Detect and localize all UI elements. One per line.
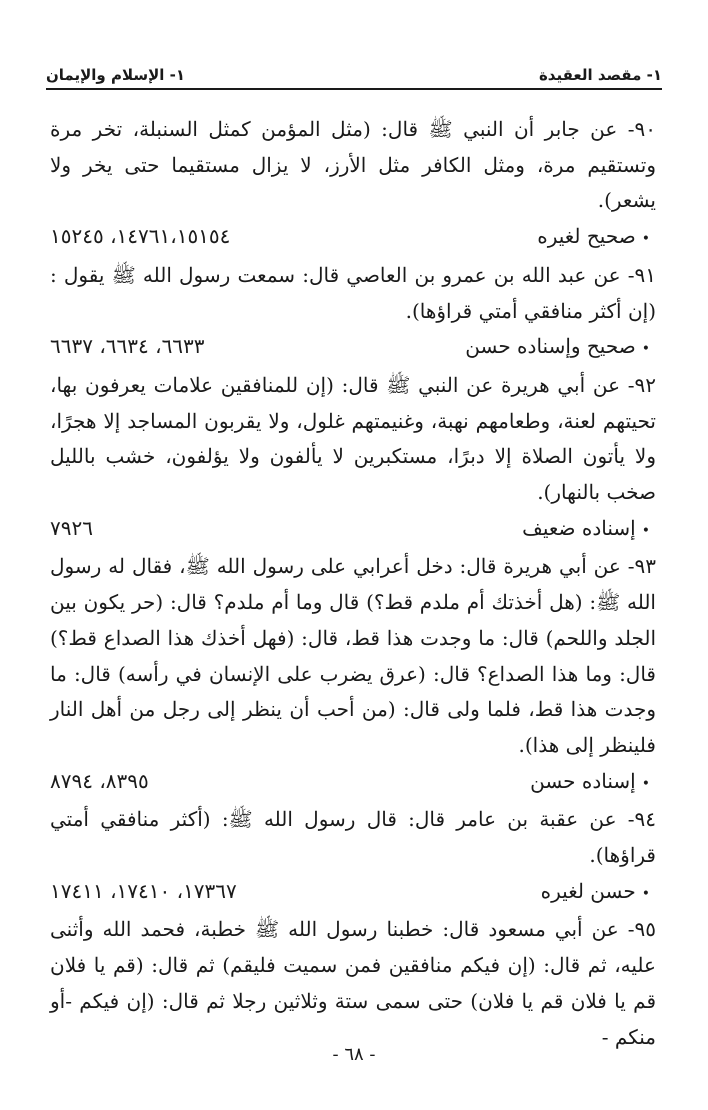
hadith-references: ٨٣٩٥، ٨٧٩٤ — [50, 768, 149, 793]
header-divider — [46, 88, 662, 90]
page-number: - ٦٨ - — [332, 1044, 376, 1065]
bullet-icon: • — [641, 775, 650, 792]
hadith-95-text: ٩٥- عن أبي مسعود قال: خطبنا رسول الله ﷺ خطبة، فحمد الله وأثنى عليه، ثم قال: (إن فيكم منافقين فمن سميت فليقم) ثم قال: (قم يا فلان قم يا فلان قم يا فلان) حتى سمى ستة وثلاثين رجلا ثم قال: (إن فيكم -أو منكم - — [50, 917, 656, 1049]
hadith-93-text: ٩٣- عن أبي هريرة قال: دخل أعرابي على رسول الله ﷺ، فقال له رسول الله ﷺ: (هل أخذتك أم ملدم قط؟) قال وما أم ملدم؟ قال: (حر يكون بين الجلد واللحم) قال: ما وجدت هذا قط، قال: (فهل أخذك هذا الصداع قط؟) قال: وما هذا الصداع؟ قال: (عرق يضرب على الإنسان في رأسه) قال: ما وجدت هذا قط، فلما ولى قال: (من أحب أن ينظر إلى رجل من أهل النار فلينظر إلى هذا). — [50, 554, 656, 757]
hadith-92-grading — [50, 511, 656, 550]
chapter-title: ١- مقصد العقيدة — [538, 66, 662, 84]
hadith-grade: صحيح لغيره — [537, 224, 636, 249]
running-header — [46, 58, 662, 84]
hadith-references: ١٤٧٦١،١٥١٥٤، ١٥٢٤٥ — [50, 224, 231, 249]
hadith-93-grading — [50, 764, 656, 803]
bullet-icon: • — [641, 522, 650, 539]
hadith-91-grading — [50, 329, 656, 368]
hadith-grade: إسناده حسن — [530, 768, 636, 793]
bullet-icon: • — [641, 231, 650, 248]
hadith-references: ٧٩٢٦ — [50, 515, 93, 540]
hadith-grade: صحيح وإسناده حسن — [465, 334, 636, 359]
hadith-references: ١٧٣٦٧، ١٧٤١٠، ١٧٤١١ — [50, 878, 237, 903]
section-title: ١- الإسلام والإيمان — [46, 66, 186, 84]
hadith-94-text: ٩٤- عن عقبة بن عامر قال: قال رسول الله ﷺ: (أكثر منافقي أمتي قراؤها). — [50, 807, 656, 868]
hadith-grade: إسناده ضعيف — [522, 515, 636, 540]
page-body — [50, 112, 656, 1055]
hadith-90-grading — [50, 219, 656, 258]
hadith-grade: حسن لغيره — [540, 878, 636, 903]
bullet-icon: • — [641, 341, 650, 358]
hadith-92-text: ٩٢- عن أبي هريرة عن النبي ﷺ قال: (إن للمنافقين علامات يعرفون بها، تحيتهم لعنة، وطعامهم نهبة، وغنيمتهم غلول، ولا يقربون المساجد إلا هجرًا، ولا يأتون الصلاة إلا دبرًا، مستكبرين لا يألفون ولا يؤلفون، خشب بالليل صخب بالنهار). — [50, 372, 656, 505]
hadith-references: ٦٦٣٣، ٦٦٣٤، ٦٦٣٧ — [50, 334, 205, 359]
hadith-94-grading — [50, 874, 656, 913]
bullet-icon: • — [641, 885, 650, 902]
hadith-90-text: ٩٠- عن جابر أن النبي ﷺ قال: (مثل المؤمن كمثل السنبلة، تخر مرة وتستقيم مرة، ومثل الكافر مثل الأرز، لا يزال مستقيما حتى يخر ولا يشعر). — [50, 117, 656, 213]
hadith-91-text: ٩١- عن عبد الله بن عمرو بن العاصي قال: سمعت رسول الله ﷺ يقول : (إن أكثر منافقي أمتي قراؤها). — [50, 262, 656, 323]
